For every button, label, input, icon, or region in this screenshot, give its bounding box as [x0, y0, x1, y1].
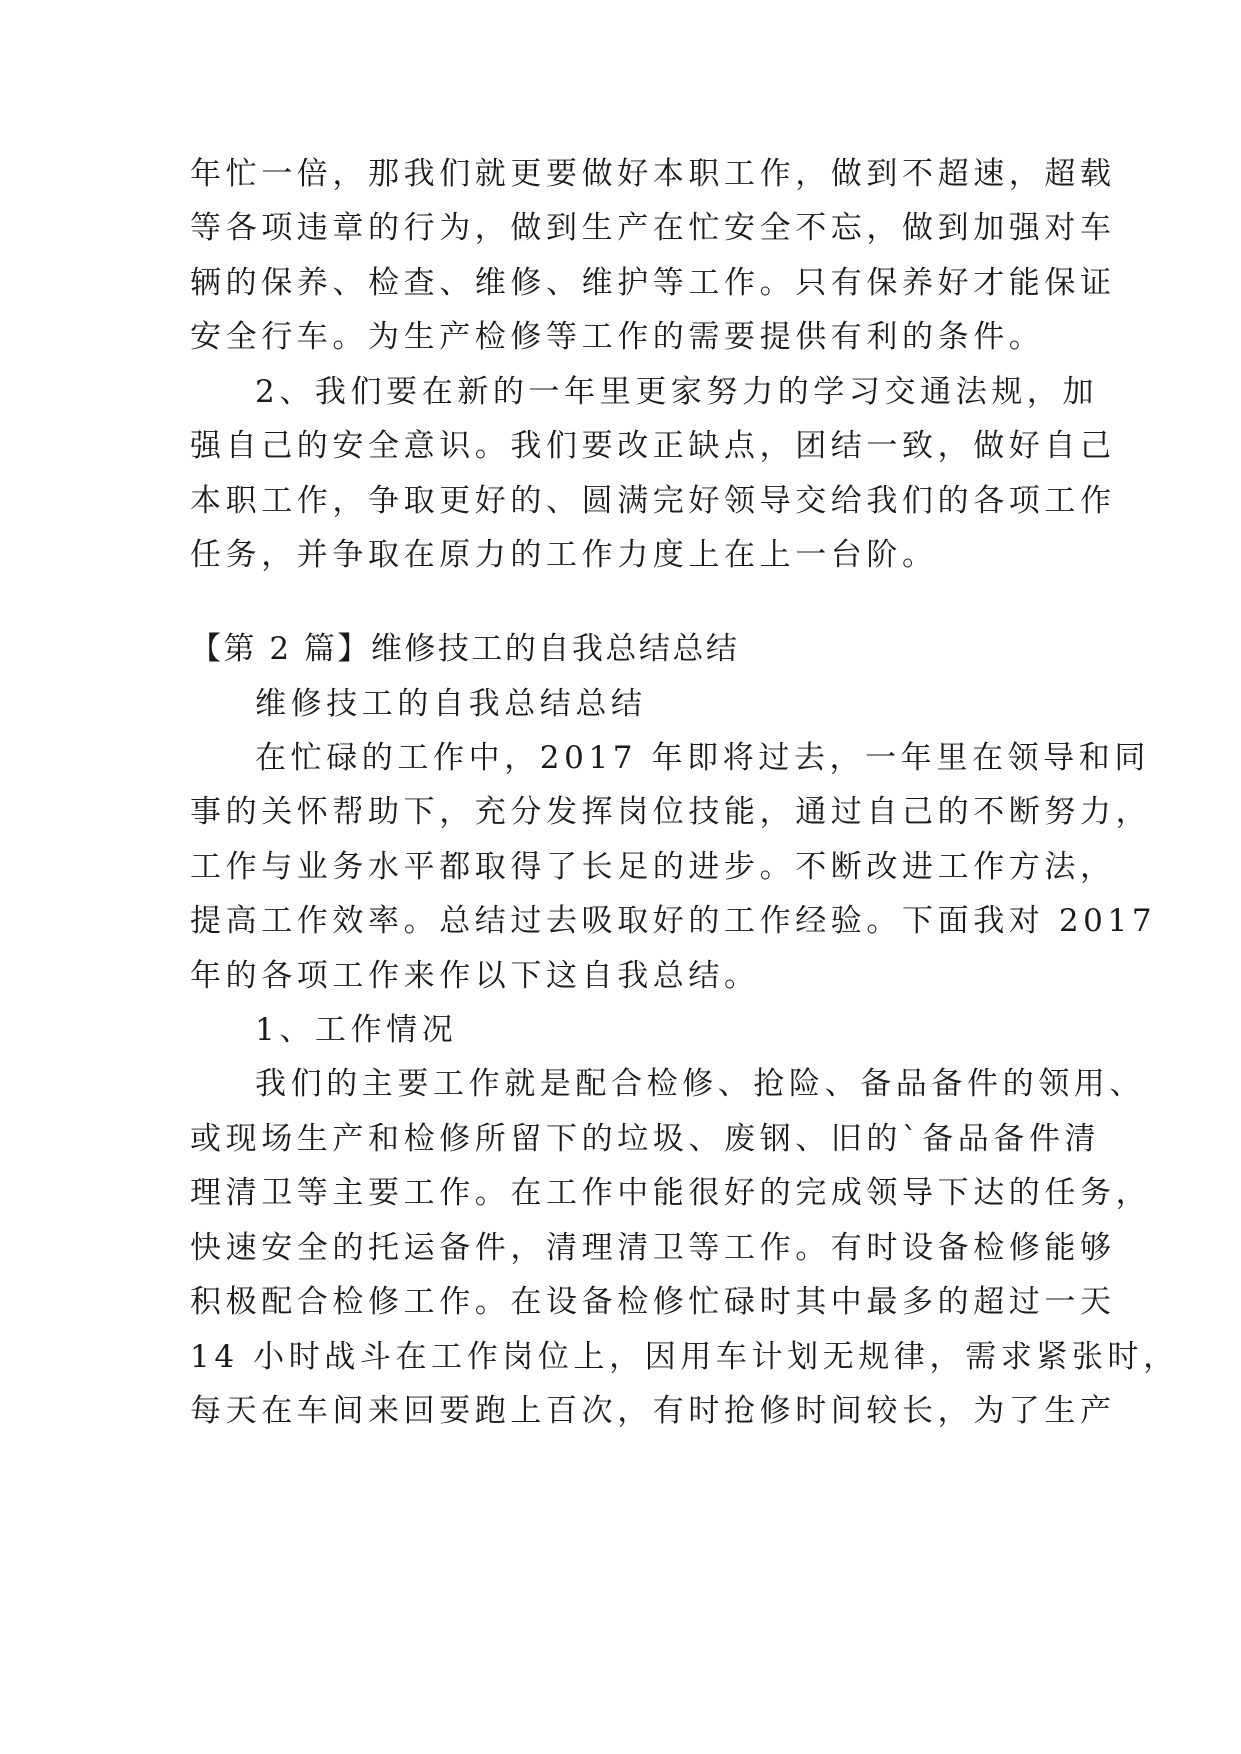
- text-line: 事的关怀帮助下，充分发挥岗位技能，通过自己的不断努力，: [190, 794, 1152, 830]
- text-line: 在忙碌的工作中，2017 年即将过去，一年里在领导和同: [255, 740, 1150, 776]
- text-line: 14 小时战斗在工作岗位上，因用车计划无规律，需求紧张时，: [190, 1339, 1179, 1375]
- text-line: 年忙一倍，那我们就更要做好本职工作，做到不超速，超载: [190, 156, 1116, 192]
- text-line: 我们的主要工作就是配合检修、抢险、备品备件的领用、: [255, 1066, 1145, 1102]
- text-line: 积极配合检修工作。在设备检修忙碌时其中最多的超过一天: [190, 1284, 1116, 1320]
- article-title: 维修技工的自我总结总结: [255, 686, 647, 722]
- text-line: 年的各项工作来作以下这自我总结。: [190, 958, 760, 994]
- text-line: 2、我们要在新的一年里更家努力的学习交通法规，加: [255, 374, 1099, 410]
- text-line: 工作与业务水平都取得了长足的进步。不断改进工作方法，: [190, 849, 1116, 885]
- text-line: 理清卫等主要工作。在工作中能很好的完成领导下达的任务，: [190, 1175, 1152, 1211]
- text-line: 本职工作，争取更好的、圆满完好领导交给我们的各项工作: [190, 483, 1116, 519]
- text-line: 或现场生产和检修所留下的垃圾、废钢、旧的`备品备件清: [190, 1121, 1101, 1157]
- text-line: 强自己的安全意识。我们要改正缺点，团结一致，做好自己: [190, 428, 1116, 464]
- text-line: 辆的保养、检查、维修、维护等工作。只有保养好才能保证: [190, 265, 1116, 301]
- text-line: 每天在车间来回要跑上百次，有时抢修时间较长，为了生产: [190, 1393, 1116, 1429]
- section-heading: 【第 2 篇】维修技工的自我总结总结: [190, 631, 740, 667]
- subheading-work-situation: 1、工作情况: [255, 1012, 458, 1048]
- text-line: 安全行车。为生产检修等工作的需要提供有利的条件。: [190, 319, 1045, 355]
- text-line: 提高工作效率。总结过去吸取好的工作经验。下面我对 2017: [190, 903, 1157, 939]
- text-line: 快速安全的托运备件，清理清卫等工作。有时设备检修能够: [190, 1230, 1116, 1266]
- text-line: 等各项违章的行为，做到生产在忙安全不忘，做到加强对车: [190, 210, 1116, 246]
- text-line: 任务，并争取在原力的工作力度上在上一台阶。: [190, 537, 938, 573]
